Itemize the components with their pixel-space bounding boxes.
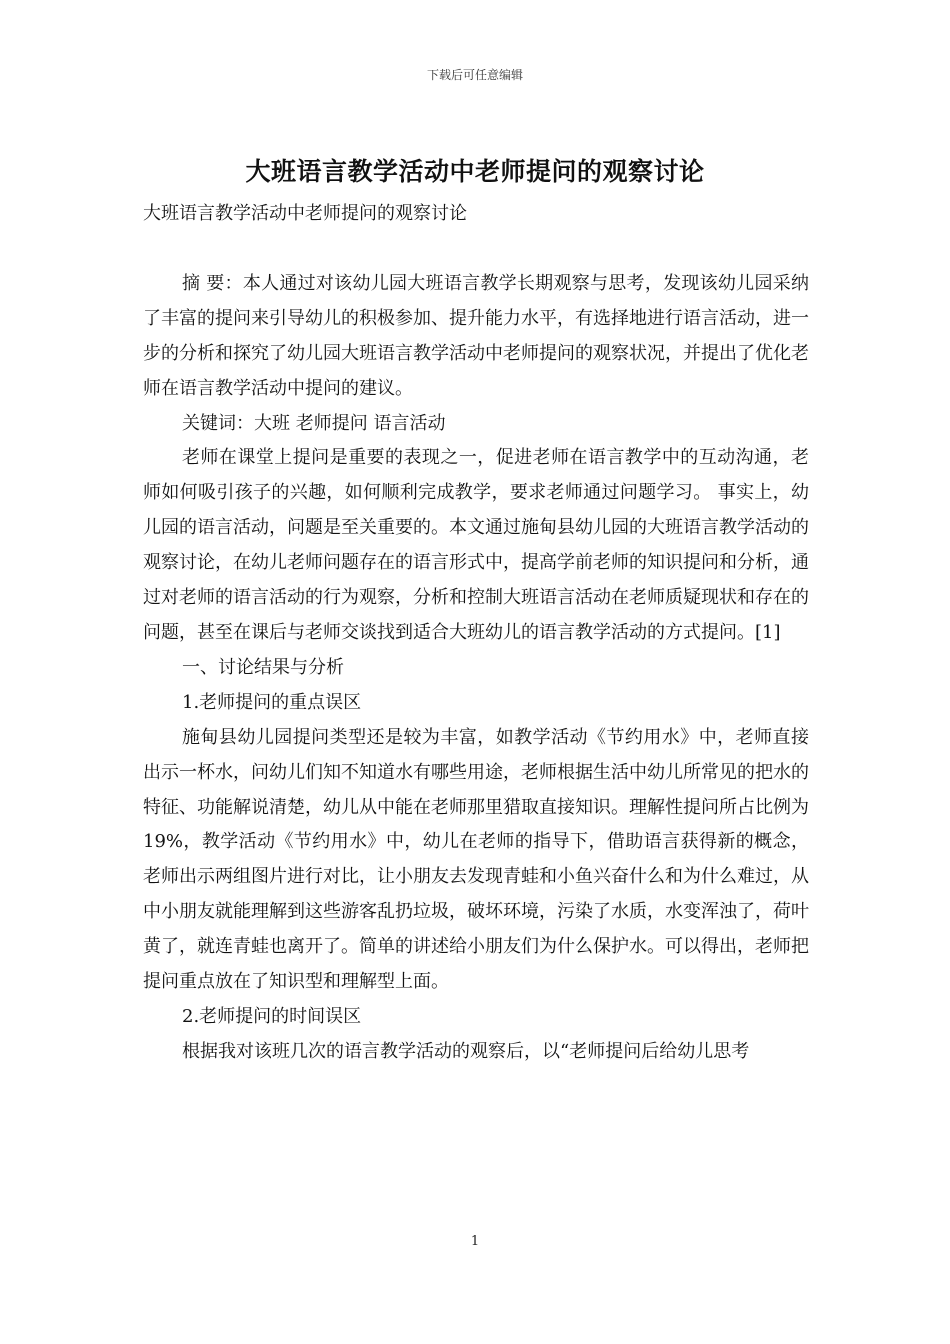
subsection-body-1: 施甸县幼儿园提问类型还是较为丰富，如教学活动《节约用水》中，老师直接出示一杯水，问幼儿们知不知道水有哪些用途，老师根据生活中幼儿所常见的把水的特征、功能解说清楚，幼儿从中能在老师那里猎取直接知识。理解性提问所占比例为19%，教学活动《节约用水》中，幼儿在老师的指导下，借助语言获得新的概念，老师出示两组图片进行对比，让小朋友去发现青蛙和小鱼兴奋什么和为什么难过，从中小朋友就能理解到这些游客乱扔垃圾，破坏环境，污染了水质，水变浑浊了，荷叶黄了，就连青蛙也离开了。简单的讲述给小朋友们为什么保护水。可以得出，老师把提问重点放在了知识型和理解型上面。 xyxy=(143,726,809,993)
document-subtitle: 大班语言教学活动中老师提问的观察讨论 xyxy=(143,203,467,224)
subsection-body-2: 根据我对该班几次的语言教学活动的观察后，以“老师提问后给幼儿思考 xyxy=(182,1040,750,1062)
blank-line xyxy=(143,232,809,267)
document-title: 大班语言教学活动中老师提问的观察讨论 xyxy=(245,157,705,186)
section-heading: 一、讨论结果与分析 xyxy=(182,656,344,678)
subsection-heading-1: 1.老师提问的重点误区 xyxy=(182,691,362,713)
abstract-paragraph: 摘 要：本人通过对该幼儿园大班语言教学长期观察与思考，发现该幼儿园采纳了丰富的提问来引导幼儿的积极参加、提升能力水平，有选择地进行语言活动，进一步的分析和探究了幼儿园大班语言教学活动中老师提问的观察状况，并提出了优化老师在语言教学活动中提问的建议。 xyxy=(143,272,809,399)
subsection-heading-2: 2.老师提问的时间误区 xyxy=(182,1005,362,1027)
page-number: 1 xyxy=(470,1234,480,1249)
document-body xyxy=(143,197,809,1070)
page-header-note: 下载后可任意编辑 xyxy=(426,68,523,82)
intro-paragraph: 老师在课堂上提问是重要的表现之一，促进老师在语言教学中的互动沟通，老师如何吸引孩子的兴趣，如何顺利完成教学，要求老师通过问题学习。 事实上，幼儿园的语言活动，问题是至关重要的。本文通过施甸县幼儿园的大班语言教学活动的观察讨论，在幼儿老师问题存在的语言形式中，提高学前老师的知识提问和分析，通过对老师的语言活动的行为观察，分析和控制大班语言活动在老师质疑现状和存在的问题，甚至在课后与老师交谈找到适合大班幼儿的语言教学活动的方式提问。[1] xyxy=(143,447,809,643)
keywords-line: 关键词：大班 老师提问 语言活动 xyxy=(182,412,446,434)
